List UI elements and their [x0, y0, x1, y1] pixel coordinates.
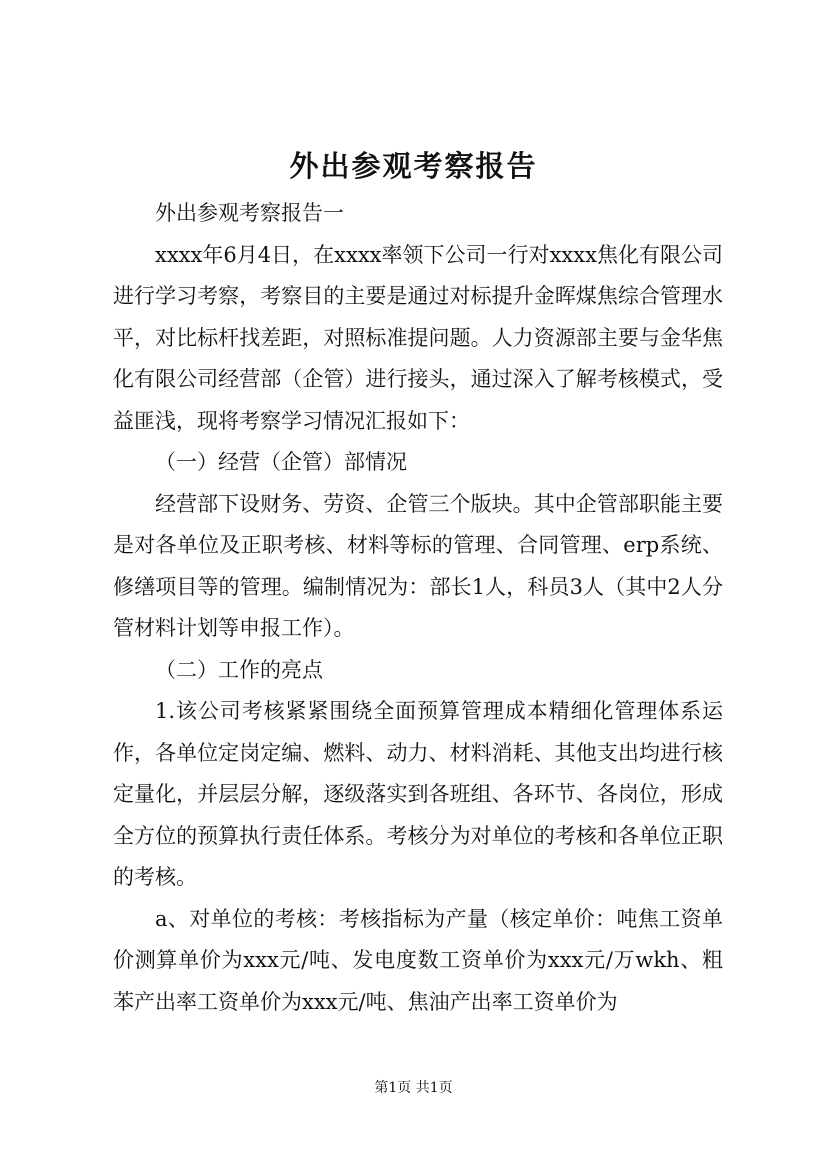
section-heading-1: （一）经营（企管）部情况 [155, 450, 407, 474]
paragraph-unit-assessment: a、对单位的考核：考核指标为产量（核定单价：吨焦工资单价测算单价为xxx元/吨、发电度数工资单价为xxx元/万wkh、粗苯产出率工资单价为xxx元/吨、焦油产出率工资单价为 [113, 906, 723, 1014]
document-subtitle: 外出参观考察报告一 [155, 201, 344, 225]
document-title: 外出参观考察报告 [289, 149, 538, 183]
document-body [113, 193, 723, 1023]
section-heading-2: （二）工作的亮点 [155, 657, 323, 682]
paragraph-highlight-1: 1.该公司考核紧紧围绕全面预算管理成本精细化管理体系运作，各单位定岗定编、燃料、动力、材料消耗、其他支出均进行核定量化，并层层分解，逐级落实到各班组、各环节、各岗位，形成全方位的预算执行责任体系。考核分为对单位的考核和各单位正职的考核。 [113, 699, 723, 889]
page-footer: 第1页 共1页 [374, 1080, 453, 1096]
paragraph-intro: xxxx年6月4日，在xxxx率领下公司一行对xxxx焦化有限公司进行学习考察，考察目的主要是通过对标提升金晖煤焦综合管理水平，对比标杆找差距，对照标准提问题。人力资源部主要与金华焦化有限公司经营部（企管）进行接头，通过深入了解考核模式，受益匪浅，现将考察学习情况汇报如下： [113, 242, 723, 433]
paragraph-department: 经营部下设财务、劳资、企管三个版块。其中企管部职能主要是对各单位及正职考核、材料等标的管理、合同管理、erp系统、修缮项目等的管理。编制情况为：部长1人，科员3人（其中2人分管材料计划等申报工作）。 [113, 491, 723, 640]
